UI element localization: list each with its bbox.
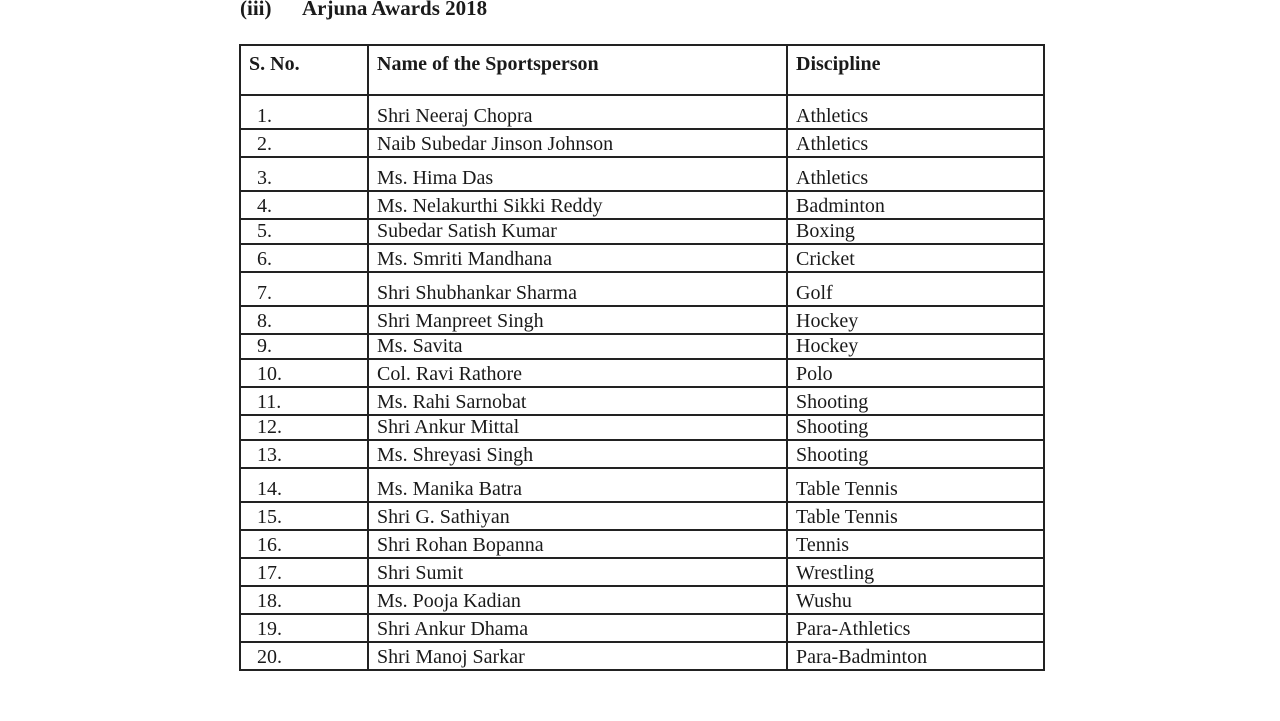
awards-table <box>239 44 1045 671</box>
cell-name: Col. Ravi Rathore <box>368 359 787 387</box>
cell-discipline: Hockey <box>787 306 1044 334</box>
table-row <box>240 191 1044 219</box>
table-row <box>240 272 1044 306</box>
header-discipline: Discipline <box>787 45 1044 95</box>
section-heading <box>240 0 487 21</box>
cell-name: Shri Shubhankar Sharma <box>368 272 787 306</box>
table-row <box>240 586 1044 614</box>
cell-discipline: Athletics <box>787 157 1044 191</box>
table-row <box>240 614 1044 642</box>
table-body <box>240 95 1044 670</box>
cell-sno: 2. <box>240 129 368 157</box>
cell-name: Ms. Smriti Mandhana <box>368 244 787 272</box>
cell-sno: 14. <box>240 468 368 502</box>
cell-name: Shri Rohan Bopanna <box>368 530 787 558</box>
cell-sno: 1. <box>240 95 368 129</box>
cell-sno: 11. <box>240 387 368 415</box>
cell-sno: 15. <box>240 502 368 530</box>
cell-sno: 18. <box>240 586 368 614</box>
table-row <box>240 244 1044 272</box>
table-row <box>240 468 1044 502</box>
table-header-row <box>240 45 1044 95</box>
table-row <box>240 219 1044 244</box>
table-row <box>240 530 1044 558</box>
cell-name: Shri Ankur Dhama <box>368 614 787 642</box>
cell-name: Shri Sumit <box>368 558 787 586</box>
cell-sno: 17. <box>240 558 368 586</box>
cell-name: Shri Ankur Mittal <box>368 415 787 440</box>
cell-sno: 20. <box>240 642 368 670</box>
cell-sno: 19. <box>240 614 368 642</box>
cell-discipline: Shooting <box>787 415 1044 440</box>
cell-discipline: Table Tennis <box>787 502 1044 530</box>
cell-discipline: Table Tennis <box>787 468 1044 502</box>
section-title: Arjuna Awards 2018 <box>302 0 488 20</box>
cell-name: Shri G. Sathiyan <box>368 502 787 530</box>
cell-discipline: Wushu <box>787 586 1044 614</box>
table-row <box>240 440 1044 468</box>
section-number: (iii) <box>240 0 272 20</box>
cell-sno: 4. <box>240 191 368 219</box>
table-row <box>240 502 1044 530</box>
cell-discipline: Para-Athletics <box>787 614 1044 642</box>
header-name: Name of the Sportsperson <box>368 45 787 95</box>
cell-discipline: Athletics <box>787 95 1044 129</box>
cell-sno: 3. <box>240 157 368 191</box>
cell-discipline: Shooting <box>787 387 1044 415</box>
cell-sno: 5. <box>240 219 368 244</box>
cell-sno: 12. <box>240 415 368 440</box>
cell-sno: 13. <box>240 440 368 468</box>
table-row <box>240 129 1044 157</box>
table-row <box>240 95 1044 129</box>
cell-discipline: Wrestling <box>787 558 1044 586</box>
table-row <box>240 558 1044 586</box>
cell-name: Ms. Rahi Sarnobat <box>368 387 787 415</box>
table-row <box>240 387 1044 415</box>
cell-discipline: Shooting <box>787 440 1044 468</box>
cell-name: Ms. Savita <box>368 334 787 359</box>
cell-name: Shri Manoj Sarkar <box>368 642 787 670</box>
cell-name: Ms. Hima Das <box>368 157 787 191</box>
cell-discipline: Boxing <box>787 219 1044 244</box>
cell-sno: 8. <box>240 306 368 334</box>
cell-name: Ms. Pooja Kadian <box>368 586 787 614</box>
table-row <box>240 306 1044 334</box>
cell-sno: 16. <box>240 530 368 558</box>
cell-discipline: Polo <box>787 359 1044 387</box>
header-sno: S. No. <box>240 45 368 95</box>
cell-discipline: Athletics <box>787 129 1044 157</box>
cell-name: Shri Manpreet Singh <box>368 306 787 334</box>
cell-name: Shri Neeraj Chopra <box>368 95 787 129</box>
cell-discipline: Cricket <box>787 244 1044 272</box>
cell-discipline: Badminton <box>787 191 1044 219</box>
cell-name: Ms. Nelakurthi Sikki Reddy <box>368 191 787 219</box>
cell-discipline: Hockey <box>787 334 1044 359</box>
table-row <box>240 415 1044 440</box>
cell-discipline: Tennis <box>787 530 1044 558</box>
table-row <box>240 359 1044 387</box>
cell-name: Ms. Manika Batra <box>368 468 787 502</box>
cell-name: Subedar Satish Kumar <box>368 219 787 244</box>
cell-name: Ms. Shreyasi Singh <box>368 440 787 468</box>
cell-discipline: Para-Badminton <box>787 642 1044 670</box>
table-row <box>240 334 1044 359</box>
cell-sno: 7. <box>240 272 368 306</box>
cell-name: Naib Subedar Jinson Johnson <box>368 129 787 157</box>
cell-sno: 10. <box>240 359 368 387</box>
cell-sno: 9. <box>240 334 368 359</box>
table-row <box>240 157 1044 191</box>
cell-sno: 6. <box>240 244 368 272</box>
table-row <box>240 642 1044 670</box>
cell-discipline: Golf <box>787 272 1044 306</box>
